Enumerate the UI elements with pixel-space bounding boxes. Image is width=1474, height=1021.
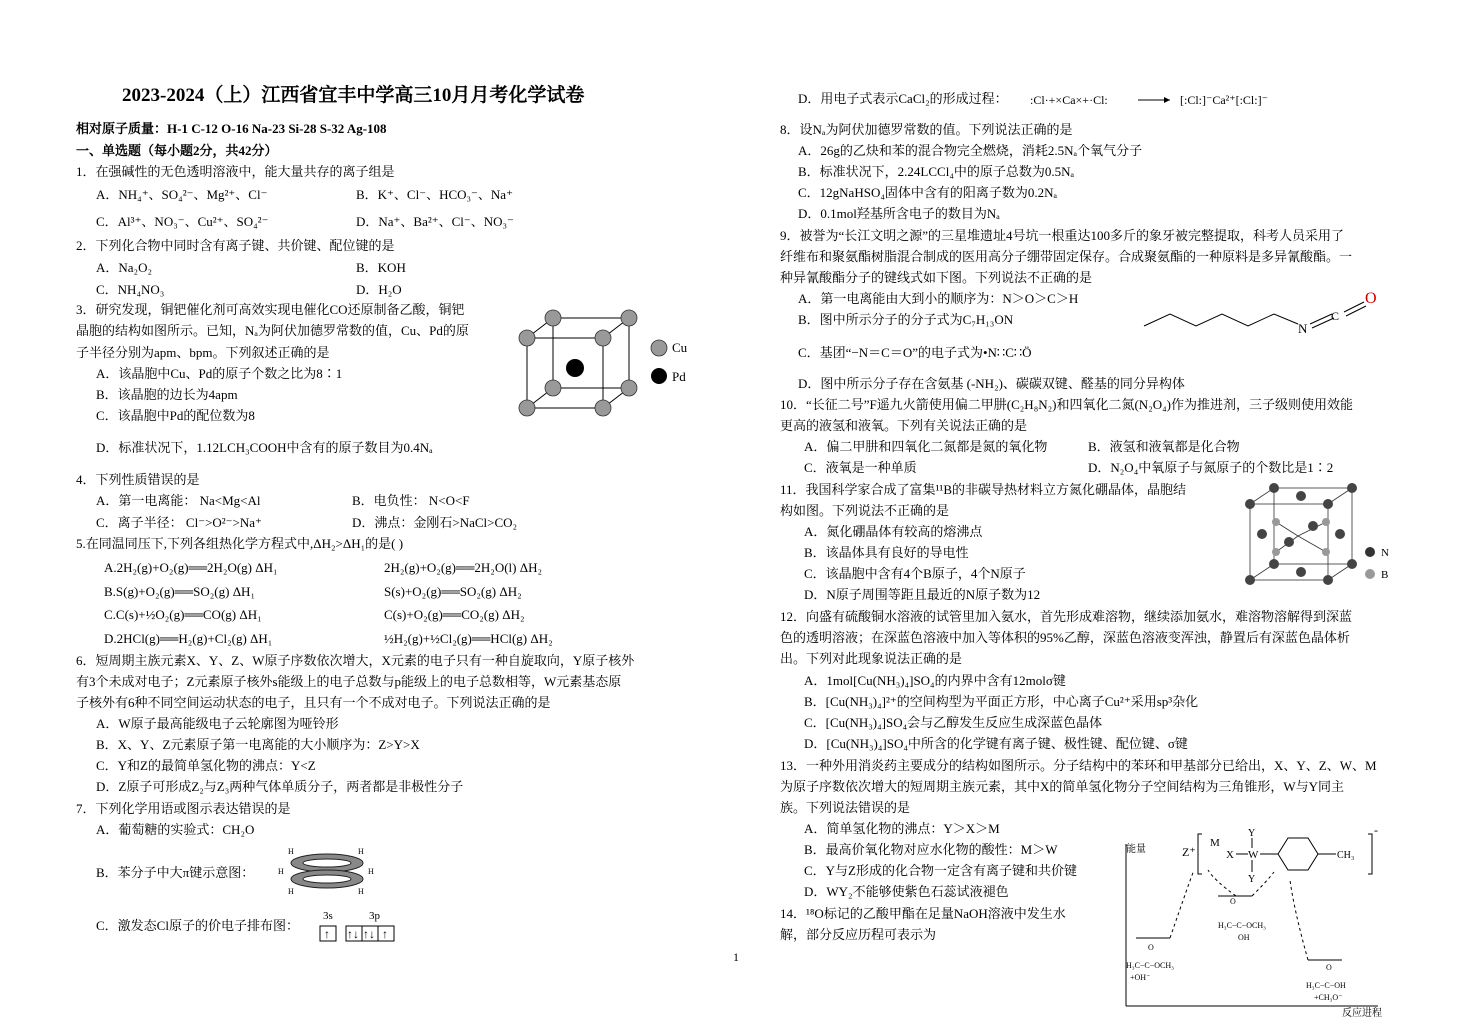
q8-option-a: A．26g的乙炔和苯的混合物完全燃烧，消耗2.5Nₐ个氧气分子 [798,143,1143,158]
svg-text::Cl·+×Ca×+·Cl:: :Cl·+×Ca×+·Cl: [1030,93,1108,107]
q1-option-b: B．K⁺、Cl⁻、HCO₃⁻、Na⁺ [356,187,513,202]
q5-option-c2: C(s)+O₂(g)══CO₂(g) ΔH₂ [384,607,525,622]
q7-option-a: A．葡萄糖的实验式：CH₂O [96,822,255,837]
q9-option-a: A．第一电离能由大到小的顺序为：N＞O＞C＞H [798,291,1079,306]
q2-option-d: D．H₂O [356,282,402,297]
q4-option-d: D．沸点：金刚石>NaCl>CO₂ [352,515,518,530]
q13-option-a: A．简单氢化物的沸点：Y＞X＞M [804,821,1000,836]
q3-option-a: A．该晶胞中Cu、Pd的原子个数之比为8∶1 [96,366,343,381]
q13-option-b: B．最高价氧化物对应水化物的酸性：M＞W [804,842,1058,857]
q5-option-d2: ½H₂(g)+½Cl₂(g)══HCl(g) ΔH₂ [384,631,553,646]
q12-option-a: A．1mol[Cu(NH₃)₄]SO₄的内界中含有12molσ键 [804,673,1066,688]
q5-option-b1: B.S(g)+O₂(g)══SO₂(g) ΔH₁ [104,584,255,599]
q9-option-b: B．图中所示分子的分子式为C₇H₁₃ON [798,312,1014,327]
q10-option-d: D．N₂O₄中氧原子与氮原子的个数比是1∶2 [1088,460,1334,475]
q7-stem: 7．下列化学用语或图示表达错误的是 [76,801,291,816]
svg-text:+CH₃O⁻: +CH₃O⁻ [1314,993,1343,1002]
svg-text:O: O [1326,963,1332,972]
svg-text:↑↓: ↑↓ [347,927,359,941]
bn-crystal-figure [1240,482,1410,592]
page-number: 1 [733,950,739,964]
svg-text:H: H [358,887,364,896]
q3-option-d: D．标准状况下，1.12LCH₃COOH中含有的原子数目为0.4Nₐ [96,440,433,455]
q6-stem-1: 6．短周期主族元素X、Y、Z、W原子序数依次增大，X元素的电子只有一种自旋取向，Y原子核外 [76,653,635,668]
q6-option-d: D．Z原子可形成Z₂与Z₃两种气体单质分子，两者都是非极性分子 [96,779,464,794]
energy-axis-label: 能量 [1126,844,1146,855]
q8-option-c: C．12gNaHSO₄固体中含有的阳离子数为0.2Nₐ [798,185,1058,200]
q10-stem-1: 10．“长征二号”F遥九火箭使用偏二甲肼(C₂H₈N₂)和四氧化二氮(N₂O₄)作为推进剂，三子级则使用效能 [780,397,1353,412]
svg-text:H: H [368,867,374,876]
q5-option-a1: A.2H₂(g)+O₂(g)══2H₂O(g) ΔH₁ [104,560,278,575]
q3-stem-1: 3．研究发现，铜钯催化剂可高效实现电催化CO还原制备乙酸，铜钯 [76,302,465,317]
q5-option-d1: D.2HCl(g)══H₂(g)+Cl₂(g) ΔH₁ [104,631,273,646]
q11-option-b: B．该晶体具有良好的导电性 [804,545,969,560]
cu-pd-unit-cell-figure [515,308,705,418]
q5-option-c1: C.C(s)+½O₂(g)══CO(g) ΔH₁ [104,607,262,622]
z-cation-label: Z⁺ [1182,845,1196,859]
pd-legend-label: Pd [672,369,686,384]
q14-stem-2: 解，部分反应历程可表示为 [780,927,937,942]
svg-text:↑: ↑ [324,927,330,941]
svg-text:H₃C−C−OH: H₃C−C−OH [1306,981,1346,990]
x-atom-label: X [1226,849,1234,861]
q8-option-b: B．标准状况下，2.24LCCl₄中的原子总数为0.5Nₐ [798,164,1075,179]
q11-option-d: D．N原子周围等距且最近的N原子数为12 [804,587,1041,602]
svg-text:↑: ↑ [382,927,388,941]
svg-text:C: C [1331,309,1340,323]
m-atom-label: M [1210,837,1220,849]
svg-text:-: - [1374,823,1378,837]
q12-option-b: B．[Cu(NH₃)₄]²⁺的空间构型为平面正方形，中心离子Cu²⁺采用sp³杂化 [804,694,1199,709]
q1-option-c: C．Al³⁺、NO₃⁻、Cu²⁺、SO₄²⁻ [96,214,269,229]
q13-option-c: C．Y与Z形成的化合物一定含有离子键和共价键 [804,863,1078,878]
svg-text:H₃C−C−OCH₃: H₃C−C−OCH₃ [1218,921,1266,930]
atomic-masses: 相对原子质量：H-1 C-12 O-16 Na-23 Si-28 S-32 Ag-108 [76,121,387,136]
q3-option-c: C．该晶胞中Pd的配位数为8 [96,408,255,423]
q8-stem: 8．设Nₐ为阿伏加德罗常数的值。下列说法正确的是 [780,122,1073,137]
q3-stem-2: 晶胞的结构如图所示。已知，Nₐ为阿伏加德罗常数的值，Cu、Pd的原 [76,323,469,338]
q4-stem: 4．下列性质错误的是 [76,472,200,487]
q4-option-c: C．离子半径： Cl⁻>O²⁻>Na⁺ [96,515,262,530]
q12-option-d: D．[Cu(NH₃)₄]SO₄中所含的化学键有离子键、极性键、配位键、σ键 [804,736,1188,751]
q11-option-a: A．氮化硼晶体有较高的熔沸点 [804,524,983,539]
q1-stem: 1．在强碱性的无色透明溶液中，能大量共存的离子组是 [76,164,395,179]
svg-text:[:Cl:]⁻Ca²⁺[:Cl:]⁻: [:Cl:]⁻Ca²⁺[:Cl:]⁻ [1180,93,1268,107]
q13-stem-2: 为原子序数依次增大的短周期主族元素，其中X的简单氢化物分子空间结构为三角锥形，W与Y同主 [780,779,1345,794]
q7-option-b: B．苯分子中大π键示意图： [96,865,255,880]
q14-stem-1: 14．¹⁸O标记的乙酸甲酯在足量NaOH溶液中发生水 [780,906,1066,921]
q10-option-c: C．液氧是一种单质 [804,460,917,475]
q6-option-c: C．Y和Z的最简单氢化物的沸点：Y<Z [96,758,316,773]
q12-stem-1: 12．向盛有硫酸铜水溶液的试管里加入氨水，首先形成难溶物，继续添加氨水，难溶物溶解得到深蓝 [780,609,1353,624]
q6-option-b: B．X、Y、Z元素原子第一电离能的大小顺序为：Z>Y>X [96,737,420,752]
energy-profile-figure [1118,840,1388,1018]
q3-option-b: B．该晶胞的边长为4apm [96,387,238,402]
q12-stem-3: 出。下列对此现象说法正确的是 [780,651,963,666]
progress-axis-label: 反应进程 [1342,1008,1382,1018]
q11-option-c: C．该晶胞中含有4个B原子，4个N原子 [804,566,1026,581]
q10-option-b: B．液氢和液氧都是化合物 [1088,439,1240,454]
y-atom-label-top: Y [1248,828,1256,839]
svg-text:O: O [1148,943,1154,952]
isocyanate-structure-figure [1140,286,1390,346]
n-atom-label: N [1298,321,1308,336]
q4-option-a: A．第一电离能： Na<Mg<Al [96,493,261,508]
q5-option-a2: 2H₂(g)+O₂(g)══2H₂O(l) ΔH₂ [384,560,543,575]
q9-stem-1: 9．被誉为“长江文明之源”的三星堆遗址4号坑一根重达100多斤的象牙被完整提取，科考人员采用了 [780,228,1345,243]
q13-stem-1: 13．一种外用消炎药主要成分的结构如图所示。分子结构中的苯环和甲基部分已给出，X、Y、Z、W、M [780,758,1377,773]
q6-option-a: A．W原子最高能级电子云轮廓图为哑铃形 [96,716,339,731]
page-title: 2023-2024（上）江西省宜丰中学高三10月月考化学试卷 [122,85,585,106]
q6-stem-2: 有3个未成对电子；Z元素原子核外s能级上的电子总数与p能级上的电子总数相等，W元素基态原 [76,674,622,689]
q3-stem-3: 子半径分别为apm、bpm。下列叙述正确的是 [76,345,330,360]
n-legend-label: N [1381,547,1389,559]
q2-stem: 2．下列化合物中同时含有离子键、共价键、配位键的是 [76,238,395,253]
svg-text:H: H [358,847,364,856]
svg-text:H: H [288,887,294,896]
q7-option-d: D．用电子式表示CaCl₂的形成过程： [798,91,1008,106]
svg-text:O: O [1230,897,1236,906]
q5-option-b2: S(s)+O₂(g)══SO₂(g) ΔH₂ [384,584,522,599]
q1-option-a: A．NH₄⁺、SO₄²⁻、Mg²⁺、Cl⁻ [96,187,268,202]
q13-stem-3: 族。下列说法错误的是 [780,800,911,815]
svg-text:H₃C−C−OCH₃: H₃C−C−OCH₃ [1126,961,1174,970]
q10-stem-2: 更高的液氢和液氧。下列有关说法正确的是 [780,418,1028,433]
methyl-label: CH₃ [1337,850,1355,861]
benzene-pi-bond-figure [272,846,382,896]
q2-option-b: B．KOH [356,260,406,275]
cu-legend-label: Cu [672,340,688,355]
q9-option-d: D．图中所示分子存在含氨基 (-NH₂)、碳碳双键、醛基的同分异构体 [798,376,1185,391]
svg-text:↑↓: ↑↓ [363,927,375,941]
q5-stem: 5.在同温同压下,下列各组热化学方程式中,ΔH₂>ΔH₁的是( ) [76,536,404,551]
o-atom-label: O [1365,290,1377,307]
q7-option-c: C．激发态Cl原子的价电子排布图： [96,918,299,933]
svg-text:H: H [278,867,284,876]
q12-option-c: C．[Cu(NH₃)₄]SO₄会与乙醇发生反应生成深蓝色晶体 [804,715,1103,730]
q11-stem-1: 11．我国科学家合成了富集¹¹B的非碳导热材料立方氮化硼晶体，晶胞结 [780,482,1186,497]
q9-stem-2: 纤维布和聚氨酯树脂混合制成的医用高分子绷带固定保存。合成聚氨酯的一种原料是多异氰酸酯。一 [780,249,1353,264]
w-atom-label: W [1248,849,1259,861]
b-legend-label: B [1381,569,1389,581]
q11-stem-2: 构如图。下列说法不正确的是 [780,503,950,518]
cacl2-formation-figure [1030,84,1270,114]
q2-option-a: A．Na₂O₂ [96,260,152,275]
q1-option-d: D．Na⁺、Ba²⁺、Cl⁻、NO₃⁻ [356,214,514,229]
svg-text:H: H [288,847,294,856]
q2-option-c: C．NH₄NO₃ [96,282,165,297]
svg-text:OH: OH [1238,933,1250,942]
orbital-3p-label: 3p [369,910,380,922]
q13-option-d: D．WY₂不能够使紫色石蕊试液褪色 [804,884,1009,899]
q8-option-d: D．0.1mol羟基所含电子的数目为Nₐ [798,206,1000,221]
section-heading: 一、单选题（每小题2分，共42分） [76,143,278,158]
q9-stem-3: 种异氰酸酯分子的键线式如下图。下列说法不正确的是 [780,270,1093,285]
orbital-diagram [318,924,408,944]
q12-stem-2: 色的透明溶液；在深蓝色溶液中加入等体积的95%乙醇，深蓝色溶液变浑浊，静置后有深蓝色晶体析 [780,630,1350,645]
q4-option-b: B．电负性： N<O<F [352,493,470,508]
q9-option-c: C．基团“−N＝C＝O”的电子式为•N∷C∷Ö [798,345,1032,360]
q10-option-a: A．偏二甲肼和四氧化二氮都是氮的氧化物 [804,439,1048,454]
y-atom-label-bottom: Y [1248,874,1256,885]
q6-stem-3: 子核外有6种不同空间运动状态的电子，且只有一个不成对电子。下列说法正确的是 [76,695,551,710]
svg-text:+OH⁻: +OH⁻ [1130,973,1151,982]
orbital-3s-label: 3s [323,910,333,922]
